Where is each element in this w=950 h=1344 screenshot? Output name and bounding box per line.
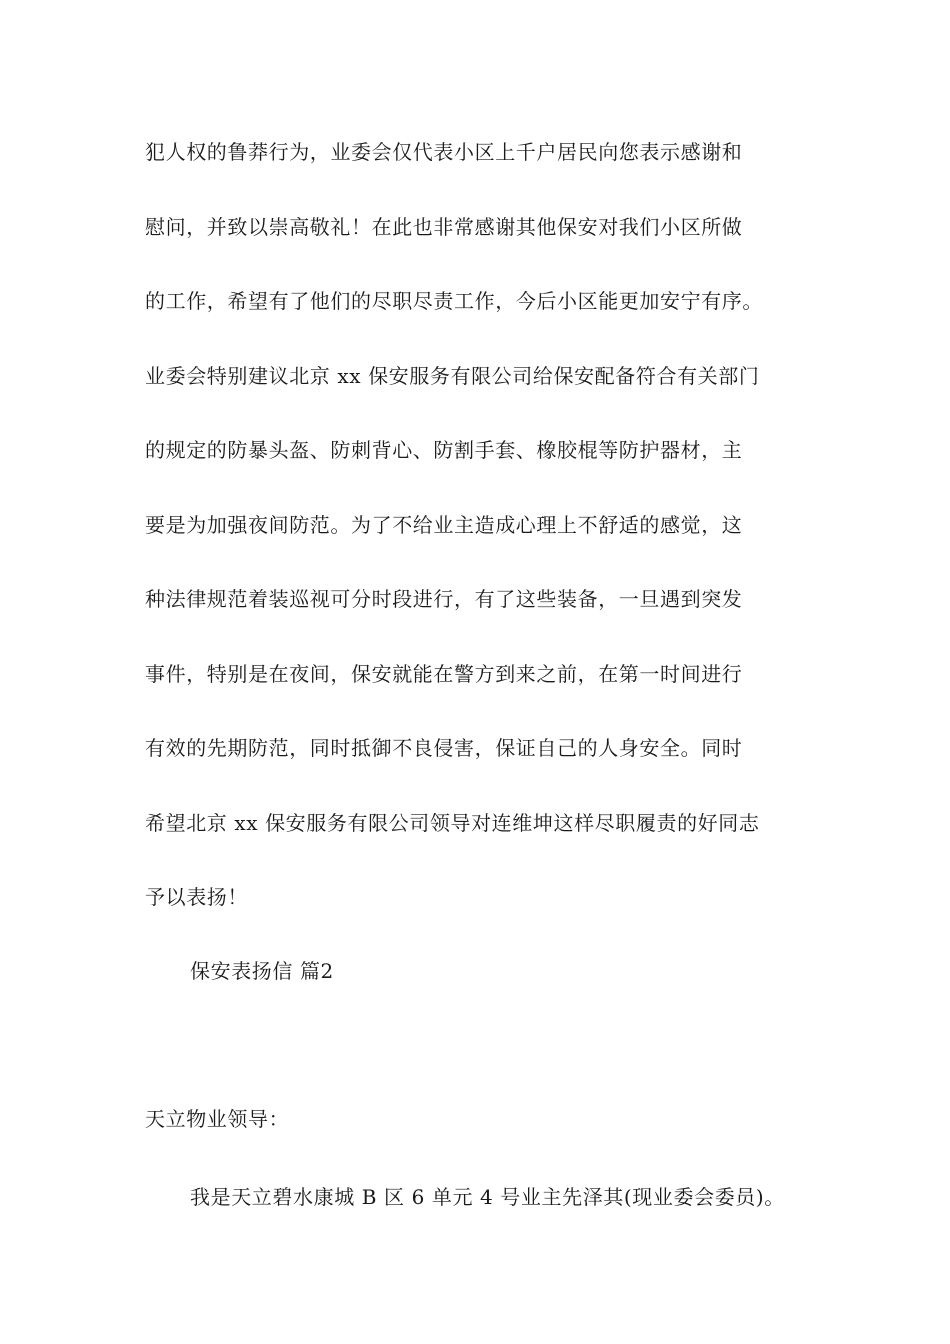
body-text-line: 的规定的防暴头盔、防刺背心、防割手套、橡胶棍等防护器材，主 (145, 438, 743, 462)
section-title: 保安表扬信 篇2 (190, 959, 334, 983)
body-text-line: 业委会特别建议北京 xx 保安服务有限公司给保安配备符合有关部门 (145, 364, 760, 388)
body-text-line: 的工作，希望有了他们的尽职尽责工作，今后小区能更加安宁有序。 (145, 289, 763, 313)
body-text-line: 慰问，并致以崇高敬礼！在此也非常感谢其他保安对我们小区所做 (145, 215, 743, 239)
body-text-line: 有效的先期防范，同时抵御不良侵害，保证自己的人身安全。同时 (145, 736, 743, 760)
body-text-line: 犯人权的鲁莽行为，业委会仅代表小区上千户居民向您表示感谢和 (145, 140, 743, 164)
body-text-line: 事件，特别是在夜间，保安就能在警方到来之前，在第一时间进行 (145, 662, 743, 686)
body-text-line: 希望北京 xx 保安服务有限公司领导对连维坤这样尽职履责的好同志 (145, 811, 760, 835)
body-text-line: 予以表扬！ (145, 885, 248, 909)
body-text-line: 种法律规范着装巡视可分时段进行，有了这些装备，一旦遇到突发 (145, 587, 743, 611)
salutation: 天立物业领导： (145, 1107, 290, 1131)
body-text-line: 要是为加强夜间防范。为了不给业主造成心理上不舒适的感觉，这 (145, 513, 743, 537)
opening-line: 我是天立碧水康城 B 区 6 单元 4 号业主先泽其(现业委会委员)。 (190, 1185, 785, 1209)
